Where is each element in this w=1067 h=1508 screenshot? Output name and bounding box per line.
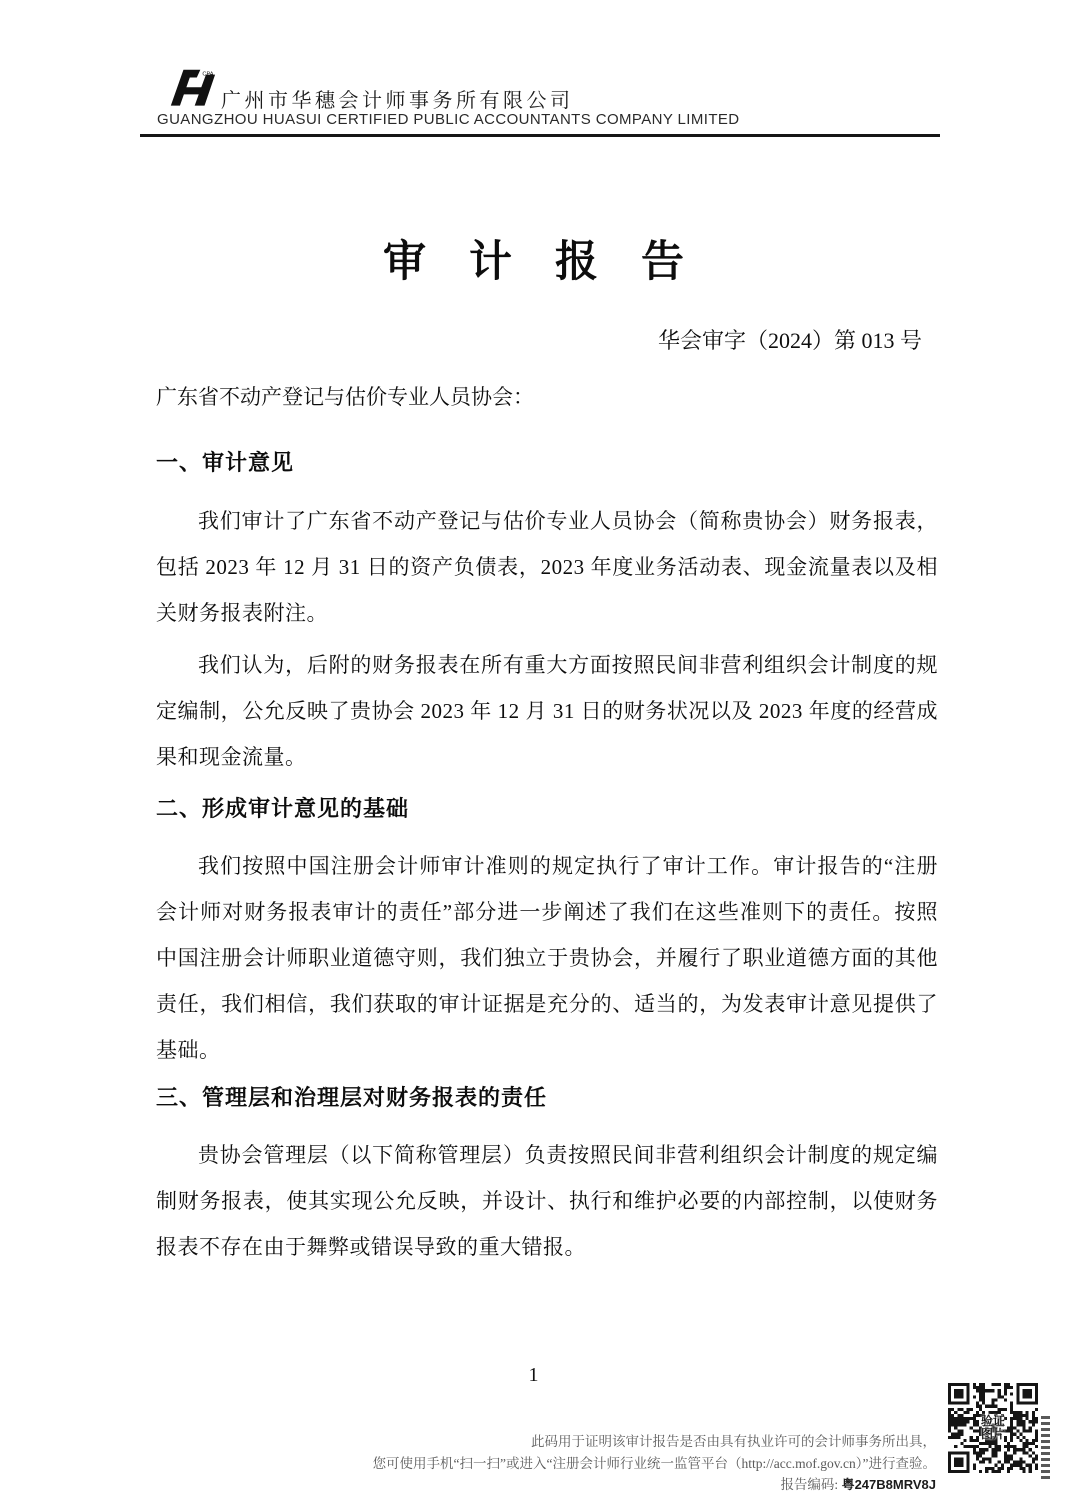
company-logo-icon [168,62,220,114]
verification-line-1: 此码用于证明该审计报告是否由具有执业许可的会计师事务所出具， [531,1434,936,1449]
verification-qr-code [948,1383,1038,1473]
section-1-paragraph-2: 我们认为，后附的财务报表在所有重大方面按照民间非营利组织会计制度的规定编制，公允反映了贵协会 2023 年 12 月 31 日的财务状况以及 2023 年度的经营成果和现金流量。 [156,653,938,769]
addressee: 广东省不动产登记与估价专业人员协会： [156,385,534,409]
logo-cpa-text: CPA [202,71,214,78]
company-name-en: GUANGZHOU HUASUI CERTIFIED PUBLIC ACCOUNTANTS COMPANY LIMITED [157,111,740,128]
verification-note [156,1431,936,1496]
reference-number: 华会审字（2024）第 013 号 [657,328,922,353]
report-code-label: 报告编码: [780,1477,842,1492]
section-2-heading: 二、形成审计意见的基础 [156,796,410,821]
section-3-heading: 三、管理层和治理层对财务报表的责任 [156,1085,548,1110]
section-3-paragraph-1: 贵协会管理层（以下简称管理层）负责按照民间非营利组织会计制度的规定编制财务报表，使其实现公允反映，并设计、执行和维护必要的内部控制，以使财务报表不存在由于舞弊或错误导致的重大错报。 [156,1143,938,1259]
header-divider [140,134,940,137]
company-name-cn: 广州市华穗会计师事务所有限公司 [221,90,574,112]
qr-center-label: 验证 图片 [980,1414,1005,1441]
section-1-heading: 一、审计意见 [156,450,295,475]
document-title: 审 计 报 告 [383,239,684,286]
report-code: 粤247B8MRV8J [841,1477,936,1492]
verification-line-2: 您可使用手机“扫一扫”或进入“注册会计师行业统一监管平台（http://acc.mof.gov.cn）”进行查验。 [372,1455,936,1471]
page-edge-artifact [1041,1416,1050,1482]
section-1-paragraph-1: 我们审计了广东省不动产登记与估价专业人员协会（简称贵协会）财务报表，包括 2023 年 12 月 31 日的资产负债表，2023 年度业务活动表、现金流量表以及相关财务报表附注。 [156,509,938,625]
section-2-paragraph-1: 我们按照中国注册会计师审计准则的规定执行了审计工作。审计报告的“注册会计师对财务报表审计的责任”部分进一步阐述了我们在这些准则下的责任。按照中国注册会计师职业道德守则，我们独立于贵协会，并履行了职业道德方面的其他责任，我们相信，我们获取的审计证据是充分的、适当的，为发表审计意见提供了基础。 [156,854,938,1062]
page-number: 1 [528,1364,539,1386]
